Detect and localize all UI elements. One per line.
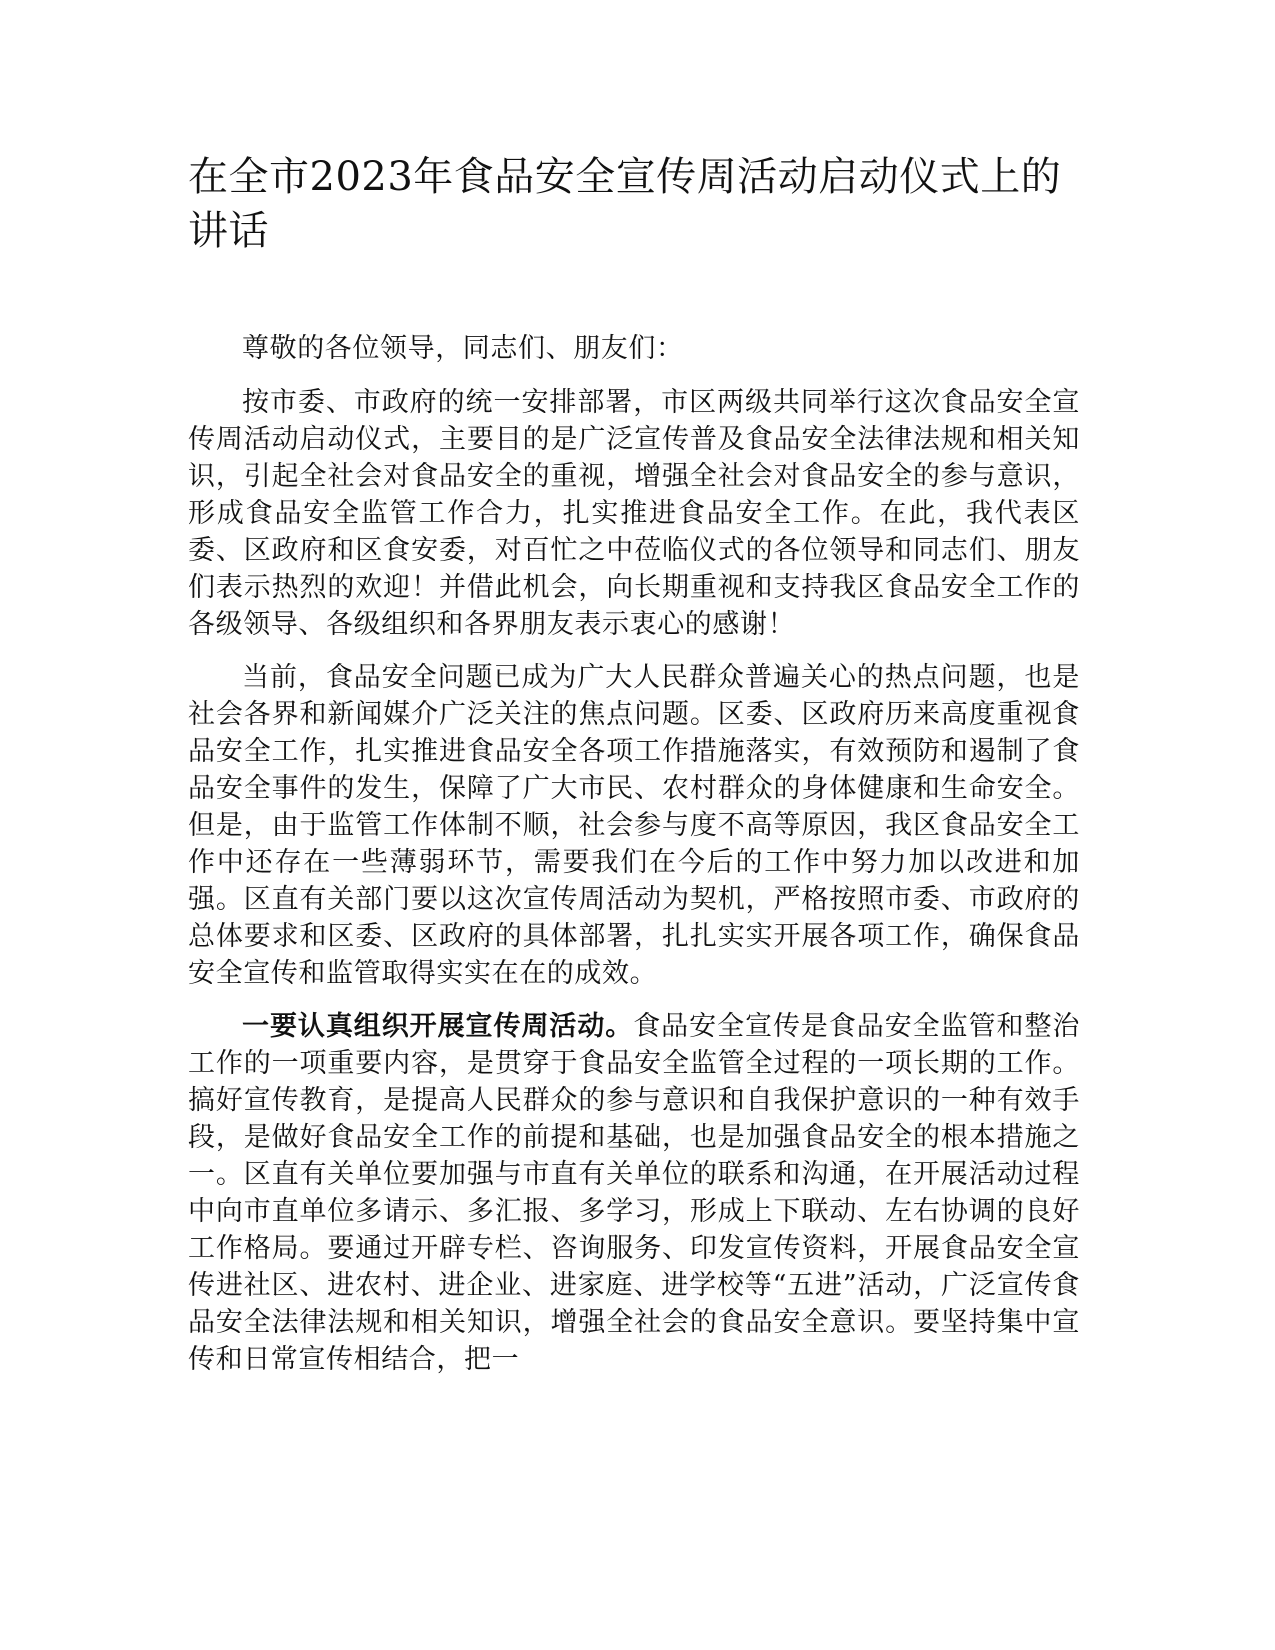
paragraph-text: 按市委、市政府的统一安排部署，市区两级共同举行这次食品安全宣传周活动启动仪式，主要目的是广泛宣传普及食品安全法律法规和相关知识，引起全社会对食品安全的重视，增强全社会对食品安全的参与意识，形成食品安全监管工作合力，扎实推进食品安全工作。在此，我代表区委、区政府和区食安委，对百忙之中莅临仪式的各位领导和同志们、朋友们表示热烈的欢迎！并借此机会，向长期重视和支持我区食品安全工作的各级领导、各级组织和各界朋友表示衷心的感谢！: [188, 387, 1080, 640]
salutation: 尊敬的各位领导，同志们、朋友们：: [242, 333, 684, 364]
paragraph-text: 食品安全宣传是食品安全监管和整治工作的一项重要内容，是贯穿于食品安全监管全过程的一项长期的工作。搞好宣传教育，是提高人民群众的参与意识和自我保护意识的一种有效手段，是做好食品安全工作的前提和基础，也是加强食品安全的根本措施之一。区直有关单位要加强与市直有关单位的联系和沟通，在开展活动过程中向市直单位多请示、多汇报、多学习，形成上下联动、左右协调的良好工作格局。要通过开辟专栏、咨询服务、印发宣传资料，开展食品安全宣传进社区、进农村、进企业、进家庭、进学校等“五进”活动，广泛宣传食品安全法律法规和相关知识，增强全社会的食品安全意识。要坚持集中宣传和日常宣传相结合，把一: [188, 1011, 1080, 1375]
document-body: [188, 330, 1080, 1394]
paragraph-1: [188, 384, 1080, 643]
paragraph-2: [188, 659, 1080, 992]
paragraph-lead: 一要认真组织开展宣传周活动。: [242, 1011, 634, 1042]
paragraph-3: [188, 1008, 1080, 1378]
paragraph-text: 当前，食品安全问题已成为广大人民群众普遍关心的热点问题，也是社会各界和新闻媒介广泛关注的焦点问题。区委、区政府历来高度重视食品安全工作，扎实推进食品安全各项工作措施落实，有效预防和遏制了食品安全事件的发生，保障了广大市民、农村群众的身体健康和生命安全。但是，由于监管工作体制不顺，社会参与度不高等原因，我区食品安全工作中还存在一些薄弱环节，需要我们在今后的工作中努力加以改进和加强。区直有关部门要以这次宣传周活动为契机，严格按照市委、市政府的总体要求和区委、区政府的具体部署，扎扎实实开展各项工作，确保食品安全宣传和监管取得实实在在的成效。: [188, 662, 1080, 989]
document-title: 在全市2023年食品安全宣传周活动启动仪式上的讲话: [188, 154, 1062, 254]
